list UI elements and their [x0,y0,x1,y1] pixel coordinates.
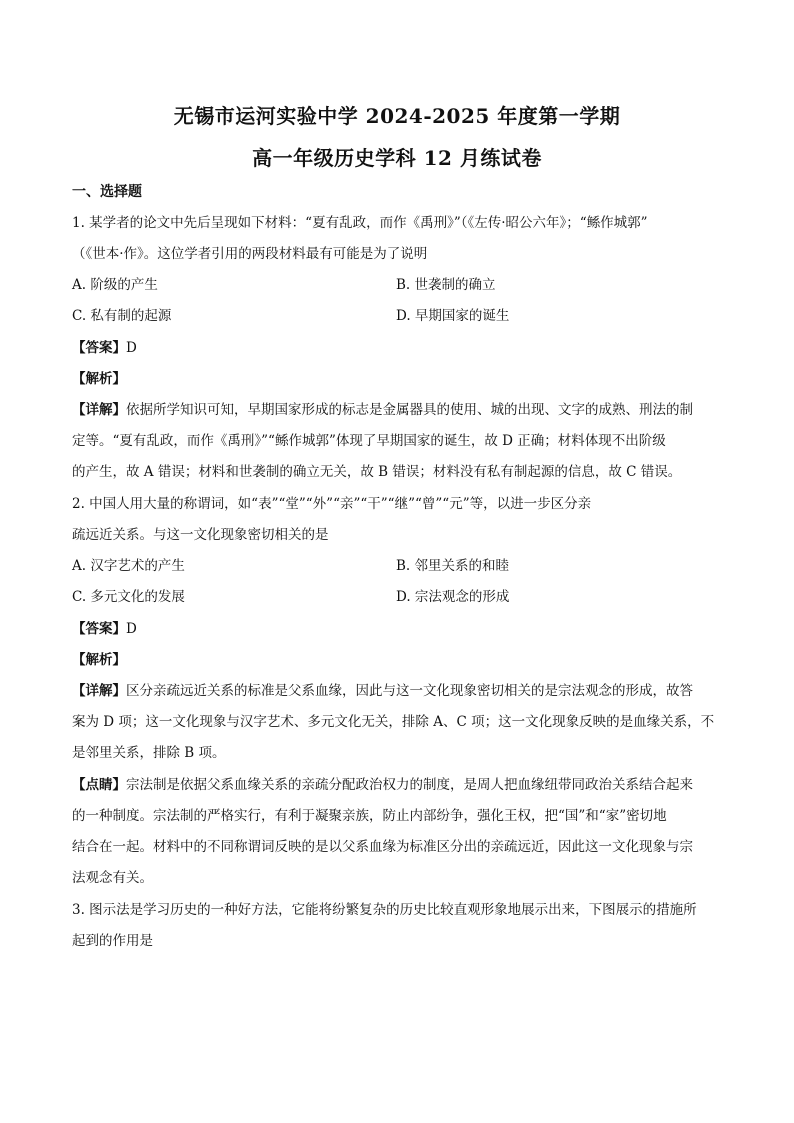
q2-comment-line1 [72,775,722,795]
q2-comment-line2: 的一种制度。宗法制的严格实行，有利于凝聚亲族，防止内部纷争，强化王权，把“国”和“家”密切地 [72,808,667,824]
q2-analysis-tag: 【解析】 [72,652,126,668]
q1-option-d: D. 早期国家的诞生 [396,308,510,324]
q2-stem-line1: 2. 中国人用大量的称谓词，如“表”“堂”“外”“亲”“干”“继”“曾”“元”等，以进一步区分亲 [72,496,592,512]
q2-comment-line4: 法观念有关。 [72,870,153,886]
q1-answer-tag: 【答案】 [72,340,126,356]
q1-option-b: B. 世袭制的确立 [396,277,496,293]
q1-detail-text1: 依据所学知识可知，早期国家形成的标志是金属器具的使用、城的出现、文字的成熟、刑法的制 [126,402,693,418]
q2-comment-text1: 宗法制是依据父系血缘关系的亲疏分配政治权力的制度，是周人把血缘纽带同政治关系结合起来 [126,777,693,793]
q2-option-c: C. 多元文化的发展 [72,589,185,605]
q1-detail-line2: 定等。“夏有乱政，而作《禹刑》”“鲧作城郭”体现了早期国家的诞生，故 D 正确；材料体现不出阶级 [72,433,666,449]
q2-answer-tag: 【答案】 [72,621,126,637]
q2-comment-line3: 结合在一起。材料中的不同称谓词反映的是以父系血缘为标准区分出的亲疏远近，因此这一文化现象与宗 [72,839,693,855]
q3-stem-line2: 起到的作用是 [72,933,153,949]
q2-detail-text1: 区分亲疏远近关系的标准是父系血缘，因此与这一文化现象密切相关的是宗法观念的形成，故答 [126,683,693,699]
q2-option-d: D. 宗法观念的形成 [396,589,510,605]
exam-title-line2: 高一年级历史学科 12 月练试卷 [252,146,542,170]
q1-option-a: A. 阶级的产生 [72,277,158,293]
q2-comment-tag: 【点睛】 [72,777,126,793]
q1-stem-line2: （《世本·作》。这位学者引用的两段材料最有可能是为了说明 [72,246,428,262]
exam-title-line1: 无锡市运河实验中学 2024-2025 年度第一学期 [173,104,621,128]
q2-detail-tag: 【详解】 [72,683,126,699]
q2-answer-value: D [126,621,137,637]
q1-detail-tag: 【详解】 [72,402,126,418]
q1-stem-line1: 1. 某学者的论文中先后呈现如下材料：“夏有乱政，而作《禹刑》”（《左传·昭公六年》；“鲧作城郭” [72,215,648,231]
q1-answer-value: D [126,340,137,356]
section-heading: 一、选择题 [72,184,142,200]
q1-detail-line1 [72,400,722,420]
q2-answer [72,619,722,639]
q1-answer [72,338,722,358]
q1-analysis-tag: 【解析】 [72,371,126,387]
q2-stem-line2: 疏远近关系。与这一文化现象密切相关的是 [72,527,329,543]
q2-option-b: B. 邻里关系的和睦 [396,558,510,574]
q1-option-c: C. 私有制的起源 [72,308,172,324]
q2-detail-line2: 案为 D 项；这一文化现象与汉字艺术、多元文化无关，排除 A、C 项；这一文化现象反映的是血缘关系，不 [72,714,715,730]
q2-detail-line3: 是邻里关系，排除 B 项。 [72,745,226,761]
q3-stem-line1: 3. 图示法是学习历史的一种好方法，它能将纷繁复杂的历史比较直观形象地展示出来，下图展示的措施所 [72,902,697,918]
q2-option-a: A. 汉字艺术的产生 [72,558,185,574]
q1-detail-line3: 的产生，故 A 错误；材料和世袭制的确立无关，故 B 错误；材料没有私有制起源的信息，故 C 错误。 [72,464,682,480]
q2-detail-line1 [72,681,722,701]
